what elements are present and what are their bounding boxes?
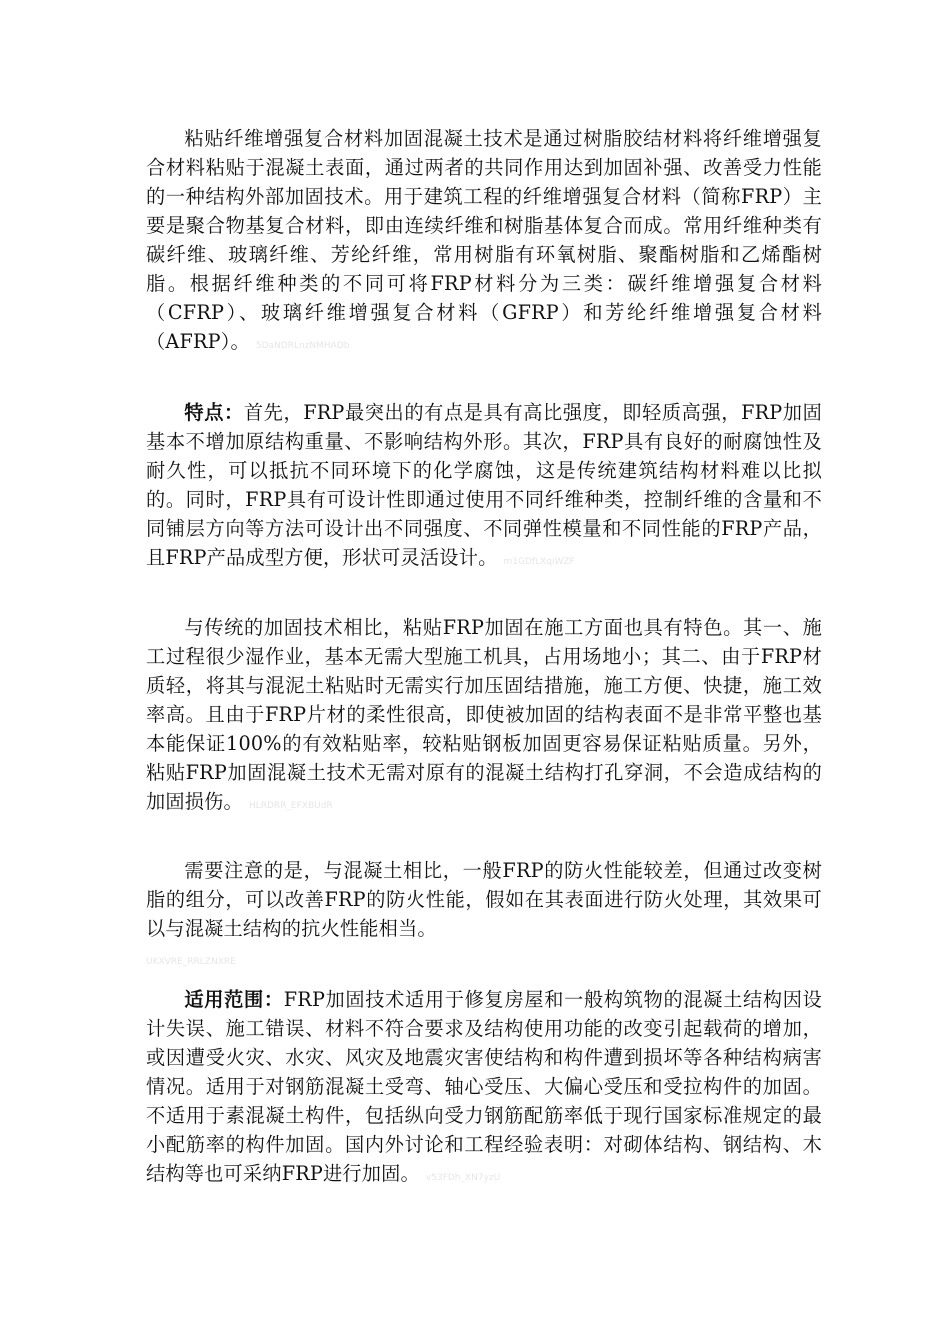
- paragraph-text: 首先，FRP最突出的有点是具有高比强度，即轻质高强，FRP加固基本不增加原结构重量、不影响结构外形。其次，FRP具有良好的耐腐蚀性及耐久性，可以抵抗不同环境下的化学腐蚀，这是传统建筑结构材料难以比拟的。同时，FRP具有可设计性即通过使用不同纤维种类，控制纤维的含量和不同铺层方向等方法可设计出不同强度、不同弹性模量和不同性能的FRP产品，且FRP产品成型方便，形状可灵活设计。: [146, 401, 822, 569]
- paragraph-lead: 特点：: [184, 401, 244, 424]
- paragraph-scope: [146, 985, 822, 1193]
- paragraph-text: FRP加固技术适用于修复房屋和一般构筑物的混凝土结构因设计失误、施工错误、材料不符合要求及结构使用功能的改变引起载荷的增加，或因遭受火灾、水灾、风灾及地震灾害使结构和构件遭到损坏等各种结构病害情况。适用于对钢筋混凝土受弯、轴心受压、大偏心受压和受拉构件的加固。不适用于素混凝土构件，包括纵向受力钢筋配筋率低于现行国家标准规定的最小配筋率的构件加固。国内外讨论和工程经验表明：对砌体结构、钢结构、木结构等也可采纳FRP进行加固。: [146, 988, 822, 1185]
- paragraph-lead: 适用范围：: [184, 988, 284, 1011]
- watermark-text: UKXVRE_RRLZNXRE: [146, 957, 236, 967]
- watermark-text: HLRDRR_EFXBUdR: [248, 801, 333, 811]
- watermark-text: m1GDfLXqiWZF: [503, 557, 575, 567]
- watermark-text: v53FDh_XN7yzU: [425, 1173, 501, 1183]
- paragraph-fire-note: [146, 856, 822, 977]
- paragraph-features: [146, 398, 822, 577]
- paragraph-intro: [146, 124, 822, 361]
- paragraph-text: 粘贴纤维增强复合材料加固混凝土技术是通过树脂胶结材料将纤维增强复合材料粘贴于混凝土表面，通过两者的共同作用达到加固补强、改善受力性能的一种结构外部加固技术。用于建筑工程的纤维增强复合材料（简称FRP）主要是聚合物基复合材料，即由连续纤维和树脂基体复合而成。常用纤维种类有碳纤维、玻璃纤维、芳纶纤维，常用树脂有环氧树脂、聚酯树脂和乙烯酯树脂。根据纤维种类的不同可将FRP材料分为三类：碳纤维增强复合材料（CFRP）、玻璃纤维增强复合材料（GFRP）和芳纶纤维增强复合材料（AFRP）。: [146, 127, 822, 353]
- paragraph-construction: [146, 613, 822, 821]
- watermark-text: 5DaNDRLnzNMHADb: [255, 341, 350, 351]
- paragraph-text: 与传统的加固技术相比，粘贴FRP加固在施工方面也具有特色。其一、施工过程很少湿作业，基本无需大型施工机具，占用场地小；其二、由于FRP材质轻，将其与混泥土粘贴时无需实行加压固结措施，施工方便、快捷，施工效率高。且由于FRP片材的柔性很高，即使被加固的结构表面不是非常平整也基本能保证100%的有效粘贴率，较粘贴钢板加固更容易保证粘贴质量。另外，粘贴FRP加固混凝土技术无需对原有的混凝土结构打孔穿洞，不会造成结构的加固损伤。: [146, 616, 822, 813]
- paragraph-text: 需要注意的是，与混凝土相比，一般FRP的防火性能较差，但通过改变树脂的组分，可以改善FRP的防火性能，假如在其表面进行防火处理，其效果可以与混凝土结构的抗火性能相当。: [146, 859, 822, 940]
